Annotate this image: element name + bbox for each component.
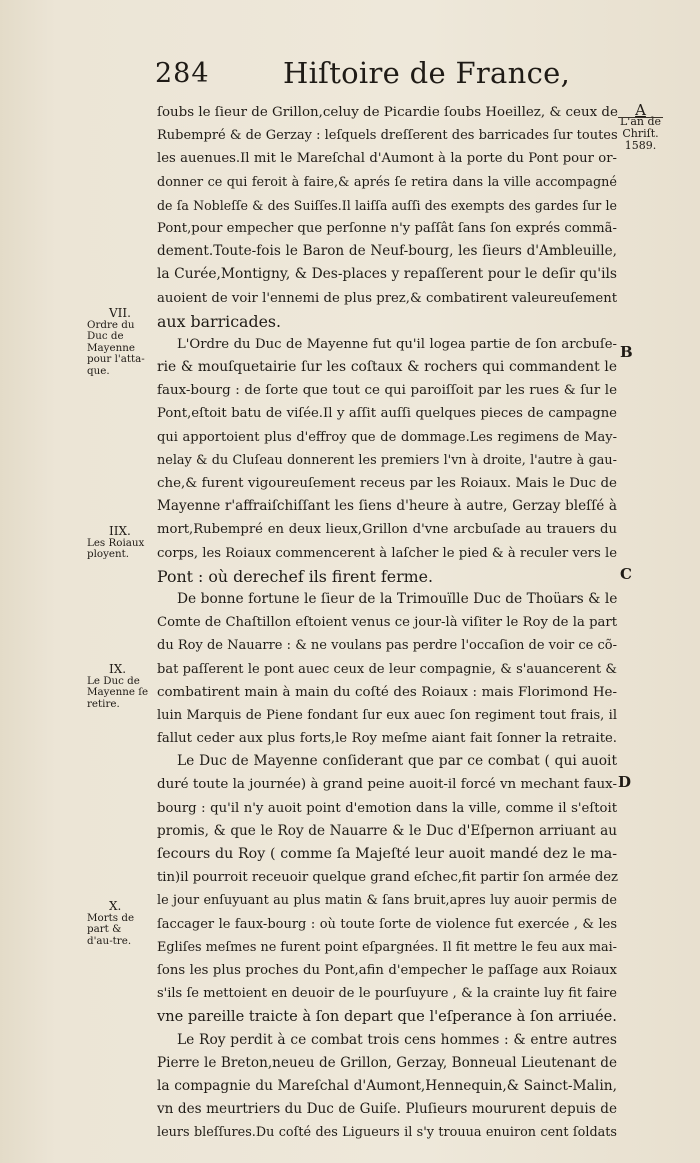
text-line: promis, & que le Roy de Nauarre & le Duc d'Eſpernon arriuant au (157, 822, 617, 839)
text-line: ſoubs le ſieur de Grillon,celuy de Picardie ſoubs Hoeillez, & ceux de (157, 105, 618, 120)
text-line: Comte de Chaſtillon eſtoient venus ce jour-là viſiter le Roy de la part (157, 615, 617, 631)
margin-note-ix (87, 664, 149, 710)
text-line: tin)il pourroit receuoir quelque grand eſchec,fit partir ſon armée dez (157, 870, 619, 886)
text-line: Pont : où derechef ils firent ferme. (157, 566, 433, 586)
margin-note-text: Les Roiaux ployent. (87, 536, 145, 560)
text-line: leurs bleſſures.Du coſté des Ligueurs il s'y trouua enuiron cent ſoldats (157, 1125, 617, 1141)
text-line: du Roy de Nauarre : & ne voulans pas perdre l'occaſion de voir ce cõ- (157, 638, 617, 654)
text-line: qui apportoient plus d'effroy que de dommage.Les regimens de May- (157, 429, 617, 445)
margin-note-vii (87, 308, 147, 377)
section-letter-b: B (620, 343, 633, 361)
text-line: combatirent main à main du coſté des Roiaux : mais Florimond He- (157, 684, 617, 700)
text-line: mort,Rubempré en deux lieux,Grillon d'vne arcbuſade au trauers du (157, 522, 617, 538)
year-box (618, 101, 663, 152)
text-line: la Curée,Montigny, & Des-places y repaſſerent pour le deſir qu'ils (157, 266, 617, 283)
margin-note-text: Ordre du Duc de Mayenne pour l'atta-que. (87, 318, 145, 377)
margin-note-iix (87, 526, 151, 561)
text-line: auoient de voir l'ennemi de plus prez,& combatirent valeureuſement (157, 290, 617, 306)
text-line: ſaccager le faux-bourg : où toute ſorte de violence fut exercée , & les (157, 916, 617, 932)
margin-note-number: IX. (109, 662, 127, 676)
text-line: les auenues.Il mit le Mareſchal d'Aumont à la porte du Pont pour or- (157, 151, 617, 167)
text-line: s'ils ſe mettoient en deuoir de le pourſuyure , & la crainte luy fit faire (157, 986, 617, 1002)
text-line: L'Ordre du Duc de Mayenne fut qu'il logea partie de ſon arcbuſe- (177, 336, 617, 352)
text-line: la compagnie du Mareſchal d'Aumont,Hennequin,& Sainct-Malin, (157, 1077, 617, 1094)
section-letter-d: D (618, 773, 632, 791)
text-line: faux-bourg : de ſorte que tout ce qui paroiſſoit par les rues & ſur le (157, 383, 617, 399)
margin-note-number: VII. (109, 306, 131, 320)
text-line: De bonne fortune le ſieur de la Trimouïlle Duc de Thoüars & le (177, 590, 618, 607)
text-line: che,& furent vigoureuſement receus par les Roiaux. Mais le Duc de (157, 476, 617, 491)
text-line: Mayenne r'affraiſchiſſant les ſiens d'heure à autre, Gerzay bleſſé à (157, 498, 617, 515)
text-line: Pierre le Breton,neueu de Grillon, Gerzay, Bonneual Lieutenant de (157, 1054, 617, 1071)
margin-note-number: X. (109, 899, 122, 913)
text-line: bat paſſerent le pont auec ceux de leur compagnie, & s'auancerent & (157, 661, 617, 677)
text-line: corps, les Roiaux commencerent à laſcher le pied & à reculer vers le (157, 545, 617, 561)
text-line: Pont,pour empecher que perſonne n'y paſſât ſans ſon exprés commã- (157, 220, 617, 236)
text-line: rie & mouſquetairie ſur les coſtaux & rochers qui commandent le (157, 359, 617, 376)
page-number: 284 (155, 58, 210, 89)
margin-note-x (87, 901, 147, 947)
main-text (157, 101, 617, 1144)
margin-note-number: IIX. (109, 524, 131, 538)
margin-note-text: Morts de part & d'au-tre. (87, 911, 135, 947)
text-line: aux barricades. (157, 311, 282, 331)
running-title: Hiſtoire de France, (283, 56, 571, 90)
text-line: luin Marquis de Piene fondant ſur eux auec ſon regiment tout frais, il (157, 707, 617, 723)
text-line: Rubempré & de Gerzay : leſquels dreſſerent des barricades ſur toutes (157, 128, 618, 144)
text-line: ſecours du Roy ( comme ſa Majeſté leur auoit mandé dez le ma- (157, 846, 617, 862)
text-line: de ſa Nobleſſe & des Suiſſes.Il laiſſa auſſi des exempts des gardes ſur le (157, 197, 617, 213)
margin-note-text: Le Duc de Mayenne ſe retire. (87, 674, 149, 710)
text-line: vn des meurtriers du Duc de Guiſe. Pluſieurs moururent depuis de (157, 1101, 617, 1118)
text-line: nelay & du Cluſeau donnerent les premiers l'vn à droite, l'autre à gau- (157, 452, 617, 468)
text-line: Egliſes meſmes ne furent point eſpargnées. Il fit mettre le feu aux mai- (157, 939, 617, 955)
text-line: bourg : qu'il n'y auoit point d'emotion dans la ville, comme il s'eſtoit (157, 800, 617, 816)
text-line: ſons les plus proches du Pont,afin d'empecher le paſſage aux Roiaux (157, 962, 617, 978)
text-line: vne pareille traicte à ſon depart que l'eſperance à ſon arriuée. (157, 1008, 617, 1026)
page-header (155, 52, 625, 92)
year-label: L'an de Chriſt. (619, 115, 662, 140)
text-line: fallut ceder aux plus forts,le Roy meſme aiant fait ſonner la retraite. (157, 731, 617, 747)
section-letter-a: A (635, 101, 646, 119)
section-letter-c: C (620, 565, 632, 583)
text-line: Le Roy perdit à ce combat trois cens hommes : & entre autres (177, 1031, 617, 1048)
text-line: le jour enſuyuant au plus matin & ſans bruit,apres luy auoir permis de (157, 893, 617, 909)
year-rule (618, 117, 663, 118)
text-line: duré toute la journée) à grand peine auoit-il forcé vn mechant faux- (157, 777, 617, 793)
year-value: 1589. (624, 139, 657, 152)
text-line: Pont,eſtoit batu de viſée.Il y aſſit auſſi quelques pieces de campagne (157, 406, 617, 422)
text-line: dement.Toute-fois le Baron de Neuf-bourg, les ſieurs d'Ambleuille, (157, 243, 617, 260)
text-line: donner ce qui feroit à faire,& aprés ſe retira dans la ville accompagné (157, 174, 617, 190)
text-line: Le Duc de Mayenne conſiderant que par ce combat ( qui auoit (177, 753, 617, 770)
